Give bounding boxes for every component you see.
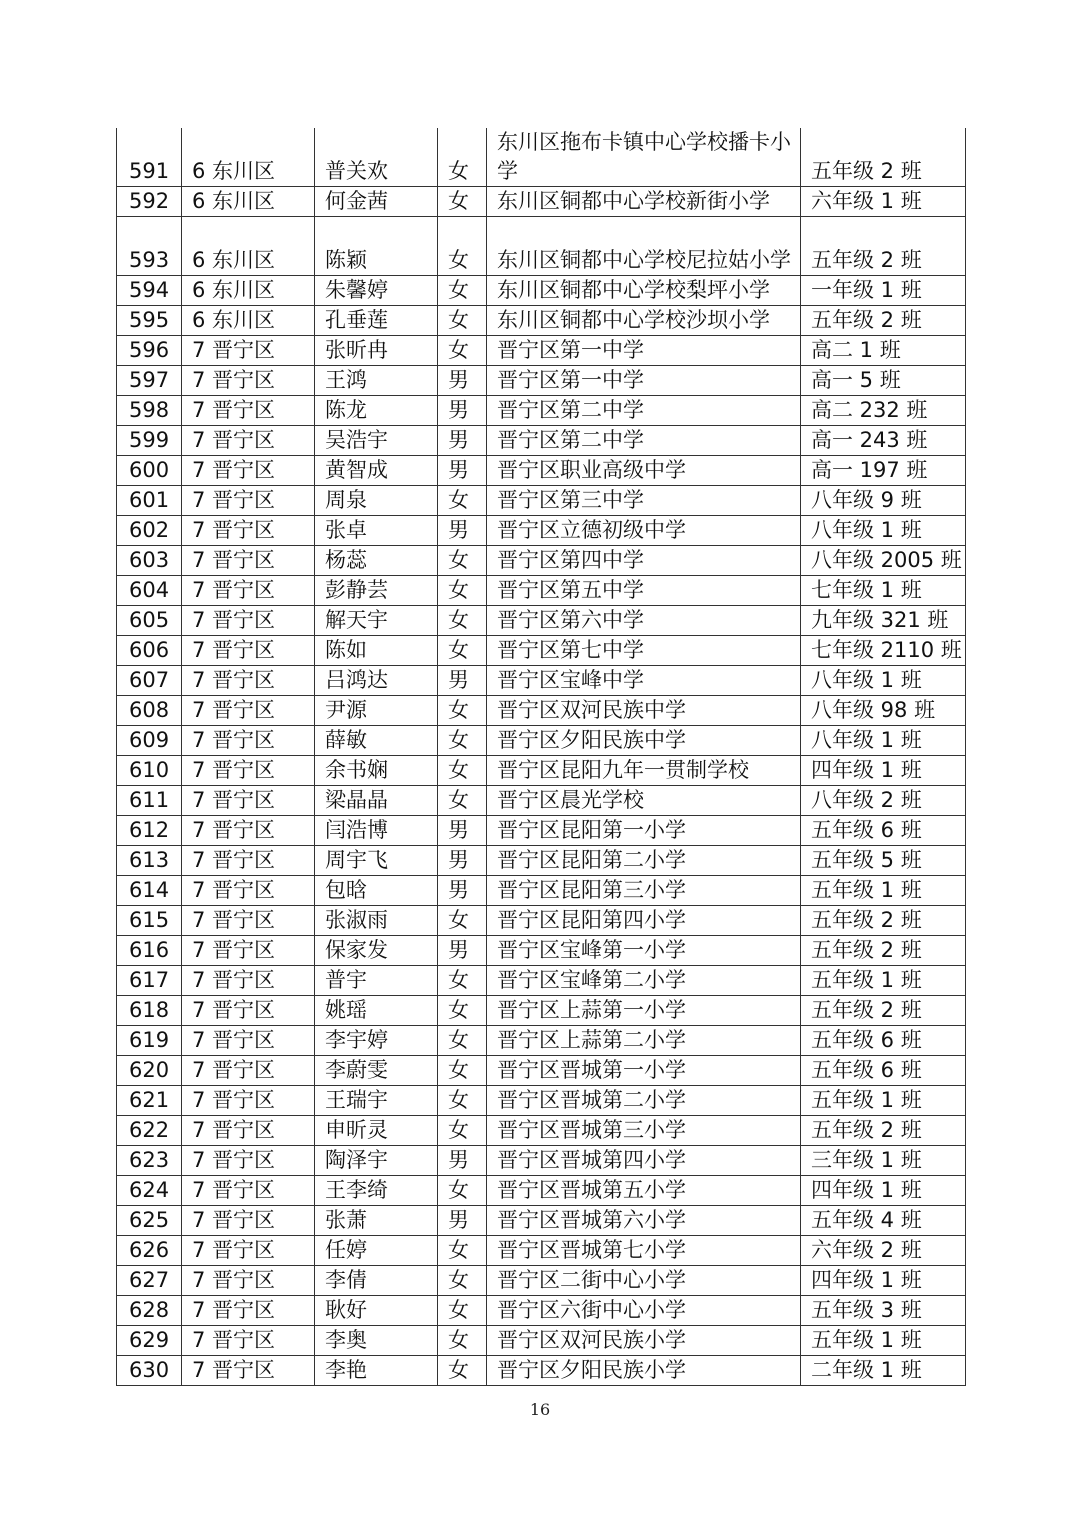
grade-cell: 八年级 9 班 (801, 486, 966, 516)
table-row (117, 786, 966, 816)
row-number: 595 (117, 306, 182, 336)
table-row (117, 426, 966, 456)
gender-cell: 女 (438, 306, 487, 336)
grade-cell: 五年级 5 班 (801, 846, 966, 876)
row-number: 594 (117, 276, 182, 306)
gender-cell: 女 (438, 1176, 487, 1206)
district-cell: 7 晋宁区 (182, 756, 315, 786)
name-cell: 何金茜 (315, 187, 438, 217)
grade-cell: 高二 1 班 (801, 336, 966, 366)
school-cell: 晋宁区夕阳民族小学 (487, 1356, 801, 1386)
table-row (117, 276, 966, 306)
name-cell: 王瑞宇 (315, 1086, 438, 1116)
page-number: 16 (529, 1400, 551, 1419)
row-number: 614 (117, 876, 182, 906)
district-cell: 7 晋宁区 (182, 1326, 315, 1356)
table-row (117, 1206, 966, 1236)
district-cell: 7 晋宁区 (182, 906, 315, 936)
gender-cell: 女 (438, 966, 487, 996)
gender-cell: 女 (438, 276, 487, 306)
district-cell: 6 东川区 (182, 306, 315, 336)
table-row (117, 636, 966, 666)
gender-cell: 男 (438, 456, 487, 486)
table-row (117, 1176, 966, 1206)
name-cell: 余书娴 (315, 756, 438, 786)
district-cell: 7 晋宁区 (182, 1176, 315, 1206)
row-number: 596 (117, 336, 182, 366)
name-cell: 任婷 (315, 1236, 438, 1266)
school-cell: 晋宁区晋城第七小学 (487, 1236, 801, 1266)
row-number: 607 (117, 666, 182, 696)
name-cell: 保家发 (315, 936, 438, 966)
school-cell: 东川区拖布卡镇中心学校播卡小学 (487, 128, 801, 187)
gender-cell: 女 (438, 786, 487, 816)
name-cell: 张萧 (315, 1206, 438, 1236)
row-number: 608 (117, 696, 182, 726)
gender-cell: 女 (438, 1296, 487, 1326)
grade-cell: 八年级 98 班 (801, 696, 966, 726)
name-cell: 解天宇 (315, 606, 438, 636)
name-cell: 李倩 (315, 1266, 438, 1296)
table-row (117, 1296, 966, 1326)
gender-cell: 女 (438, 217, 487, 276)
gender-cell: 男 (438, 1146, 487, 1176)
gender-cell: 男 (438, 936, 487, 966)
grade-cell: 八年级 1 班 (801, 516, 966, 546)
gender-cell: 女 (438, 336, 487, 366)
name-cell: 杨蕊 (315, 546, 438, 576)
grade-cell: 高一 243 班 (801, 426, 966, 456)
gender-cell: 男 (438, 1206, 487, 1236)
school-cell: 晋宁区晋城第二小学 (487, 1086, 801, 1116)
row-number: 602 (117, 516, 182, 546)
name-cell: 尹源 (315, 696, 438, 726)
row-number: 600 (117, 456, 182, 486)
district-cell: 7 晋宁区 (182, 696, 315, 726)
grade-cell: 七年级 1 班 (801, 576, 966, 606)
table-row (117, 1116, 966, 1146)
table-row (117, 336, 966, 366)
grade-cell: 五年级 2 班 (801, 906, 966, 936)
school-cell: 晋宁区晨光学校 (487, 786, 801, 816)
name-cell: 陶泽宇 (315, 1146, 438, 1176)
district-cell: 7 晋宁区 (182, 636, 315, 666)
school-cell: 晋宁区双河民族中学 (487, 696, 801, 726)
roster-body (117, 128, 966, 1386)
name-cell: 周泉 (315, 486, 438, 516)
gender-cell: 男 (438, 516, 487, 546)
grade-cell: 八年级 2005 班 (801, 546, 966, 576)
name-cell: 周宇飞 (315, 846, 438, 876)
table-row (117, 666, 966, 696)
name-cell: 李奥 (315, 1326, 438, 1356)
school-cell: 晋宁区晋城第一小学 (487, 1056, 801, 1086)
district-cell: 7 晋宁区 (182, 516, 315, 546)
school-cell: 晋宁区第二中学 (487, 396, 801, 426)
district-cell: 6 东川区 (182, 187, 315, 217)
name-cell: 孔垂莲 (315, 306, 438, 336)
grade-cell: 五年级 1 班 (801, 966, 966, 996)
gender-cell: 女 (438, 606, 487, 636)
grade-cell: 八年级 2 班 (801, 786, 966, 816)
row-number: 592 (117, 187, 182, 217)
table-row (117, 936, 966, 966)
name-cell: 梁晶晶 (315, 786, 438, 816)
row-number: 626 (117, 1236, 182, 1266)
school-cell: 晋宁区职业高级中学 (487, 456, 801, 486)
school-cell: 晋宁区第三中学 (487, 486, 801, 516)
row-number: 604 (117, 576, 182, 606)
row-number: 610 (117, 756, 182, 786)
name-cell: 彭静芸 (315, 576, 438, 606)
row-number: 624 (117, 1176, 182, 1206)
table-row (117, 1056, 966, 1086)
grade-cell: 三年级 1 班 (801, 1146, 966, 1176)
gender-cell: 女 (438, 1326, 487, 1356)
district-cell: 7 晋宁区 (182, 576, 315, 606)
table-row (117, 876, 966, 906)
row-number: 612 (117, 816, 182, 846)
row-number: 605 (117, 606, 182, 636)
name-cell: 李蔚雯 (315, 1056, 438, 1086)
school-cell: 晋宁区立德初级中学 (487, 516, 801, 546)
gender-cell: 女 (438, 1356, 487, 1386)
table-row (117, 1146, 966, 1176)
district-cell: 7 晋宁区 (182, 546, 315, 576)
table-row (117, 816, 966, 846)
gender-cell: 女 (438, 726, 487, 756)
district-cell: 7 晋宁区 (182, 1026, 315, 1056)
row-number: 625 (117, 1206, 182, 1236)
gender-cell: 女 (438, 546, 487, 576)
gender-cell: 女 (438, 576, 487, 606)
school-cell: 晋宁区第六中学 (487, 606, 801, 636)
grade-cell: 五年级 2 班 (801, 217, 966, 276)
school-cell: 东川区铜都中心学校尼拉姑小学 (487, 217, 801, 276)
school-cell: 晋宁区夕阳民族中学 (487, 726, 801, 756)
district-cell: 6 东川区 (182, 128, 315, 187)
district-cell: 7 晋宁区 (182, 396, 315, 426)
row-number: 606 (117, 636, 182, 666)
name-cell: 王李绮 (315, 1176, 438, 1206)
table-row (117, 187, 966, 217)
row-number: 598 (117, 396, 182, 426)
district-cell: 7 晋宁区 (182, 336, 315, 366)
row-number: 628 (117, 1296, 182, 1326)
row-number: 601 (117, 486, 182, 516)
name-cell: 张昕冉 (315, 336, 438, 366)
row-number: 617 (117, 966, 182, 996)
table-row (117, 696, 966, 726)
gender-cell: 女 (438, 1086, 487, 1116)
district-cell: 6 东川区 (182, 276, 315, 306)
grade-cell: 五年级 3 班 (801, 1296, 966, 1326)
school-cell: 晋宁区第一中学 (487, 336, 801, 366)
school-cell: 晋宁区晋城第六小学 (487, 1206, 801, 1236)
district-cell: 7 晋宁区 (182, 606, 315, 636)
grade-cell: 七年级 2110 班 (801, 636, 966, 666)
grade-cell: 四年级 1 班 (801, 756, 966, 786)
school-cell: 东川区铜都中心学校梨坪小学 (487, 276, 801, 306)
gender-cell: 女 (438, 1116, 487, 1146)
row-number: 603 (117, 546, 182, 576)
row-number: 619 (117, 1026, 182, 1056)
name-cell: 王鸿 (315, 366, 438, 396)
school-cell: 晋宁区宝峰中学 (487, 666, 801, 696)
table-row (117, 1236, 966, 1266)
district-cell: 7 晋宁区 (182, 1236, 315, 1266)
school-cell: 晋宁区昆阳第一小学 (487, 816, 801, 846)
grade-cell: 高一 5 班 (801, 366, 966, 396)
district-cell: 7 晋宁区 (182, 456, 315, 486)
row-number: 627 (117, 1266, 182, 1296)
school-cell: 晋宁区宝峰第一小学 (487, 936, 801, 966)
school-cell: 晋宁区晋城第四小学 (487, 1146, 801, 1176)
grade-cell: 高一 197 班 (801, 456, 966, 486)
school-cell: 晋宁区第四中学 (487, 546, 801, 576)
school-cell: 晋宁区晋城第五小学 (487, 1176, 801, 1206)
grade-cell: 五年级 2 班 (801, 128, 966, 187)
grade-cell: 高二 232 班 (801, 396, 966, 426)
name-cell: 张卓 (315, 516, 438, 546)
table-row (117, 726, 966, 756)
row-number: 615 (117, 906, 182, 936)
district-cell: 7 晋宁区 (182, 996, 315, 1026)
district-cell: 7 晋宁区 (182, 666, 315, 696)
table-row (117, 1266, 966, 1296)
district-cell: 7 晋宁区 (182, 1146, 315, 1176)
gender-cell: 女 (438, 1266, 487, 1296)
table-row (117, 456, 966, 486)
table-row (117, 996, 966, 1026)
name-cell: 陈如 (315, 636, 438, 666)
table-row (117, 306, 966, 336)
table-row (117, 846, 966, 876)
table-row (117, 1326, 966, 1356)
gender-cell: 男 (438, 666, 487, 696)
name-cell: 朱馨婷 (315, 276, 438, 306)
table-row (117, 756, 966, 786)
table-row (117, 1356, 966, 1386)
grade-cell: 五年级 6 班 (801, 1026, 966, 1056)
district-cell: 7 晋宁区 (182, 486, 315, 516)
gender-cell: 女 (438, 906, 487, 936)
row-number: 597 (117, 366, 182, 396)
school-cell: 晋宁区上蒜第二小学 (487, 1026, 801, 1056)
district-cell: 7 晋宁区 (182, 786, 315, 816)
grade-cell: 五年级 4 班 (801, 1206, 966, 1236)
table-row (117, 366, 966, 396)
gender-cell: 女 (438, 1026, 487, 1056)
table-row (117, 606, 966, 636)
gender-cell: 女 (438, 187, 487, 217)
grade-cell: 五年级 1 班 (801, 1086, 966, 1116)
district-cell: 7 晋宁区 (182, 1356, 315, 1386)
school-cell: 晋宁区第一中学 (487, 366, 801, 396)
school-cell: 晋宁区昆阳九年一贯制学校 (487, 756, 801, 786)
district-cell: 7 晋宁区 (182, 966, 315, 996)
gender-cell: 男 (438, 426, 487, 456)
district-cell: 7 晋宁区 (182, 816, 315, 846)
grade-cell: 五年级 1 班 (801, 876, 966, 906)
grade-cell: 五年级 1 班 (801, 1326, 966, 1356)
table-row (117, 128, 966, 187)
gender-cell: 女 (438, 696, 487, 726)
school-cell: 晋宁区晋城第三小学 (487, 1116, 801, 1146)
row-number: 630 (117, 1356, 182, 1386)
row-number: 623 (117, 1146, 182, 1176)
grade-cell: 四年级 1 班 (801, 1176, 966, 1206)
table-row (117, 906, 966, 936)
grade-cell: 四年级 1 班 (801, 1266, 966, 1296)
table-row (117, 576, 966, 606)
school-cell: 晋宁区双河民族小学 (487, 1326, 801, 1356)
grade-cell: 六年级 2 班 (801, 1236, 966, 1266)
school-cell: 晋宁区六街中心小学 (487, 1296, 801, 1326)
gender-cell: 女 (438, 1236, 487, 1266)
district-cell: 7 晋宁区 (182, 1296, 315, 1326)
name-cell: 张淑雨 (315, 906, 438, 936)
name-cell: 闫浩博 (315, 816, 438, 846)
table-row (117, 1026, 966, 1056)
district-cell: 7 晋宁区 (182, 1116, 315, 1146)
gender-cell: 男 (438, 876, 487, 906)
district-cell: 6 东川区 (182, 217, 315, 276)
grade-cell: 六年级 1 班 (801, 187, 966, 217)
table-row (117, 546, 966, 576)
row-number: 593 (117, 217, 182, 276)
row-number: 616 (117, 936, 182, 966)
school-cell: 晋宁区昆阳第三小学 (487, 876, 801, 906)
row-number: 599 (117, 426, 182, 456)
grade-cell: 五年级 2 班 (801, 996, 966, 1026)
name-cell: 李艳 (315, 1356, 438, 1386)
name-cell: 申昕灵 (315, 1116, 438, 1146)
name-cell: 耿好 (315, 1296, 438, 1326)
school-cell: 晋宁区上蒜第一小学 (487, 996, 801, 1026)
table-row (117, 966, 966, 996)
district-cell: 7 晋宁区 (182, 1056, 315, 1086)
table-row (117, 1086, 966, 1116)
district-cell: 7 晋宁区 (182, 876, 315, 906)
district-cell: 7 晋宁区 (182, 936, 315, 966)
grade-cell: 五年级 6 班 (801, 1056, 966, 1086)
school-cell: 晋宁区二街中心小学 (487, 1266, 801, 1296)
school-cell: 晋宁区昆阳第四小学 (487, 906, 801, 936)
row-number: 629 (117, 1326, 182, 1356)
grade-cell: 五年级 2 班 (801, 936, 966, 966)
grade-cell: 二年级 1 班 (801, 1356, 966, 1386)
school-cell: 晋宁区第七中学 (487, 636, 801, 666)
row-number: 591 (117, 128, 182, 187)
gender-cell: 女 (438, 756, 487, 786)
district-cell: 7 晋宁区 (182, 1206, 315, 1236)
table-row (117, 396, 966, 426)
gender-cell: 女 (438, 636, 487, 666)
grade-cell: 八年级 1 班 (801, 666, 966, 696)
table-row (117, 486, 966, 516)
district-cell: 7 晋宁区 (182, 426, 315, 456)
gender-cell: 女 (438, 996, 487, 1026)
district-cell: 7 晋宁区 (182, 366, 315, 396)
name-cell: 薛敏 (315, 726, 438, 756)
name-cell: 陈颖 (315, 217, 438, 276)
table-row (117, 217, 966, 276)
school-cell: 东川区铜都中心学校新街小学 (487, 187, 801, 217)
grade-cell: 五年级 2 班 (801, 306, 966, 336)
district-cell: 7 晋宁区 (182, 1266, 315, 1296)
school-cell: 东川区铜都中心学校沙坝小学 (487, 306, 801, 336)
gender-cell: 男 (438, 816, 487, 846)
name-cell: 陈龙 (315, 396, 438, 426)
gender-cell: 男 (438, 846, 487, 876)
district-cell: 7 晋宁区 (182, 1086, 315, 1116)
row-number: 609 (117, 726, 182, 756)
name-cell: 吴浩宇 (315, 426, 438, 456)
student-roster-table (116, 128, 966, 1386)
gender-cell: 男 (438, 366, 487, 396)
grade-cell: 八年级 1 班 (801, 726, 966, 756)
gender-cell: 女 (438, 1056, 487, 1086)
row-number: 620 (117, 1056, 182, 1086)
name-cell: 普关欢 (315, 128, 438, 187)
name-cell: 吕鸿达 (315, 666, 438, 696)
school-cell: 晋宁区宝峰第二小学 (487, 966, 801, 996)
school-cell: 晋宁区第五中学 (487, 576, 801, 606)
name-cell: 包晗 (315, 876, 438, 906)
row-number: 622 (117, 1116, 182, 1146)
row-number: 613 (117, 846, 182, 876)
name-cell: 普宇 (315, 966, 438, 996)
grade-cell: 九年级 321 班 (801, 606, 966, 636)
district-cell: 7 晋宁区 (182, 846, 315, 876)
name-cell: 姚瑶 (315, 996, 438, 1026)
row-number: 618 (117, 996, 182, 1026)
school-cell: 晋宁区昆阳第二小学 (487, 846, 801, 876)
row-number: 611 (117, 786, 182, 816)
school-cell: 晋宁区第二中学 (487, 426, 801, 456)
gender-cell: 女 (438, 486, 487, 516)
gender-cell: 男 (438, 396, 487, 426)
grade-cell: 五年级 2 班 (801, 1116, 966, 1146)
row-number: 621 (117, 1086, 182, 1116)
name-cell: 李宇婷 (315, 1026, 438, 1056)
gender-cell: 女 (438, 128, 487, 187)
district-cell: 7 晋宁区 (182, 726, 315, 756)
grade-cell: 五年级 6 班 (801, 816, 966, 846)
name-cell: 黄智成 (315, 456, 438, 486)
grade-cell: 一年级 1 班 (801, 276, 966, 306)
table-row (117, 516, 966, 546)
